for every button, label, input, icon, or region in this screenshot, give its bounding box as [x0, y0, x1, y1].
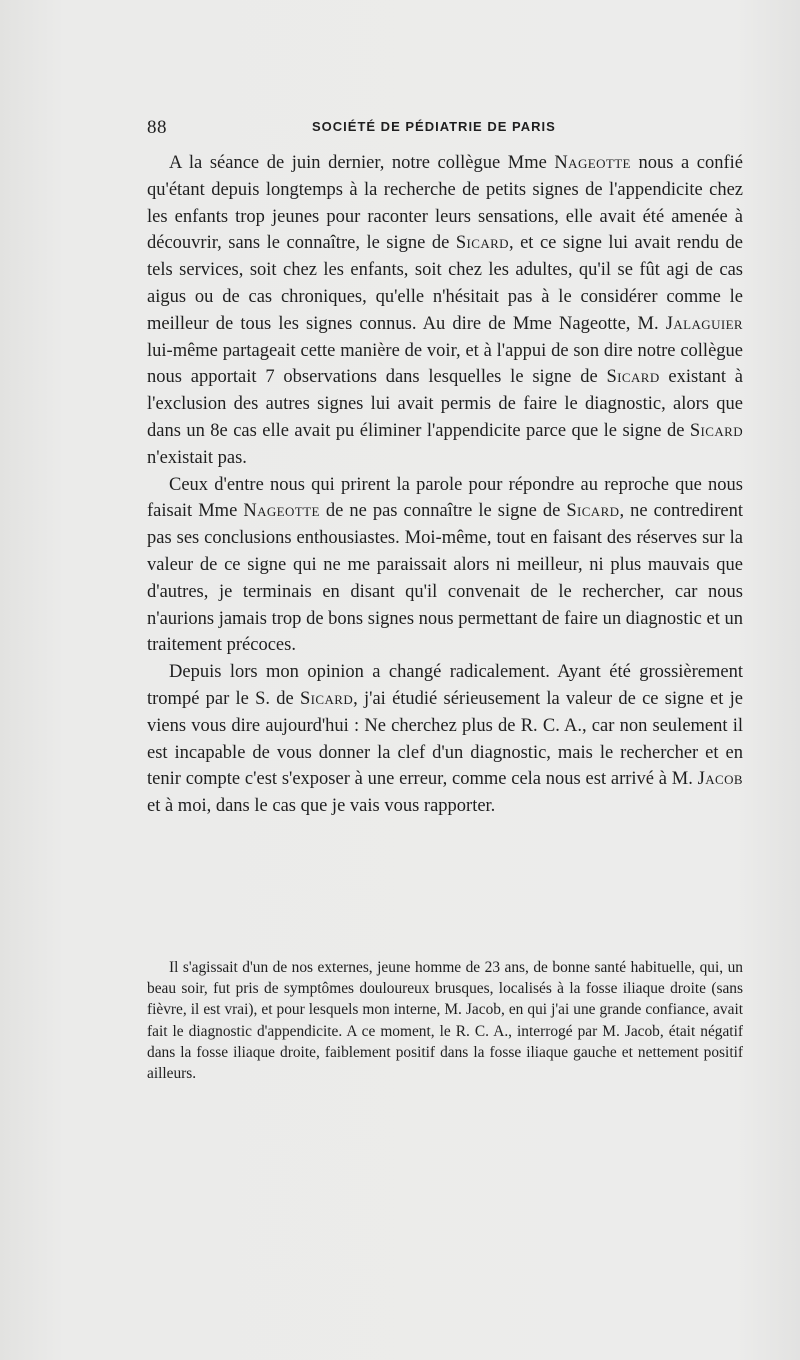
- author-name: Sicard: [606, 367, 660, 388]
- paragraph: [147, 150, 743, 472]
- text-run: et à moi, dans le cas que je vais vous rapporter.: [147, 796, 496, 817]
- author-name: Sicard: [299, 688, 354, 709]
- author-name: Nageotte: [554, 153, 631, 173]
- author-name: Jalaguier: [665, 313, 743, 334]
- text-run: Ceux d'entre nous qui prirent la parole pour répondre au reproche que nous faisait Mme: [147, 474, 743, 522]
- paragraph: [147, 472, 743, 660]
- main-text: [147, 150, 743, 820]
- author-name: Nageotte: [243, 501, 320, 522]
- text-run: , et ce signe lui avait rendu de tels services, soit chez les enfants, soit chez les adultes, qu'il se fût agi de cas aigus ou de cas chroniques, qu'elle n'hésitait pas à le considérer comme le meilleur de tous les signes connus. Au dire de Mme Nageotte, M.: [147, 233, 744, 334]
- text-run: , j'ai étudié sérieusement la valeur de ce signe et je viens vous dire aujourd'hui : Ne cherchez plus de R. C. A., car non seulement il est incapable de vous donner la clef d'un diagnostic, mais le rechercher et en tenir compte c'est s'exposer à une erreur, comme cela nous est arrivé à M.: [147, 688, 744, 790]
- text-run: n'existait pas.: [147, 447, 247, 468]
- text-run: de ne pas connaître le signe de: [319, 501, 567, 522]
- footnote-paragraph: [147, 957, 743, 1084]
- author-name: Sicard: [455, 233, 509, 254]
- author-name: Jacob: [697, 769, 743, 790]
- author-name: Sicard: [689, 420, 743, 441]
- text-run: lui-même partageait cette manière de voir, et à l'appui de son dire notre collègue nous apportait 7 observations dans lesquelles le signe de: [147, 340, 743, 388]
- text-run: Depuis lors mon opinion a changé radicalement. Ayant été grossièrement trompé par le S. de: [147, 662, 743, 709]
- text-run: existant à l'exclusion des autres signes lui avait permis de faire le diagnostic, alors que dans un 8e cas elle avait pu éliminer l'appendicite parce que le signe de: [147, 367, 743, 441]
- text-run: nous a confié qu'étant depuis longtemps à la recherche de petits signes de l'appendicite chez les enfants trop jeunes pour raconter leurs sensations, elle avait été amenée à découvrir, sans le connaître, le signe de: [147, 153, 743, 254]
- page-number: 88: [147, 117, 167, 138]
- author-name: Sicard: [566, 501, 620, 522]
- text-run: , ne contredirent pas ses conclusions enthousiastes. Moi-même, tout en faisant des réserves sur la valeur de ce signe qui ne me paraissait alors ni meilleur, ni plus mauvais que d'autres, je terminais en disant qu'il convenait de le rechercher, car nous n'aurions jamais trop de bons signes nous permettant de faire un diagnostic et un traitement précoces.: [147, 501, 743, 656]
- paragraph: [147, 659, 743, 820]
- text-run: Il s'agissait d'un de nos externes, jeune homme de 23 ans, de bonne santé habituelle, qui, un beau soir, fut pris de symptômes douloureux brusques, localisés à la fosse iliaque droite (sans fièvre, il est vrai), et pour lesquels mon interne, M. Jacob, en qui j'ai une grande confiance, avait fait le diagnostic d'appendicite. A ce moment, le R. C. A., interrogé par M. Jacob, était négatif dans la fosse iliaque droite, faiblement positif dans la fosse iliaque gauche et nettement positif ailleurs.: [147, 959, 743, 1083]
- page-header: [147, 117, 747, 141]
- running-head: SOCIÉTÉ DE PÉDIATRIE DE PARIS: [312, 119, 556, 134]
- small-print-text: [147, 957, 743, 1084]
- text-run: A la séance de juin dernier, notre collègue Mme: [169, 153, 555, 173]
